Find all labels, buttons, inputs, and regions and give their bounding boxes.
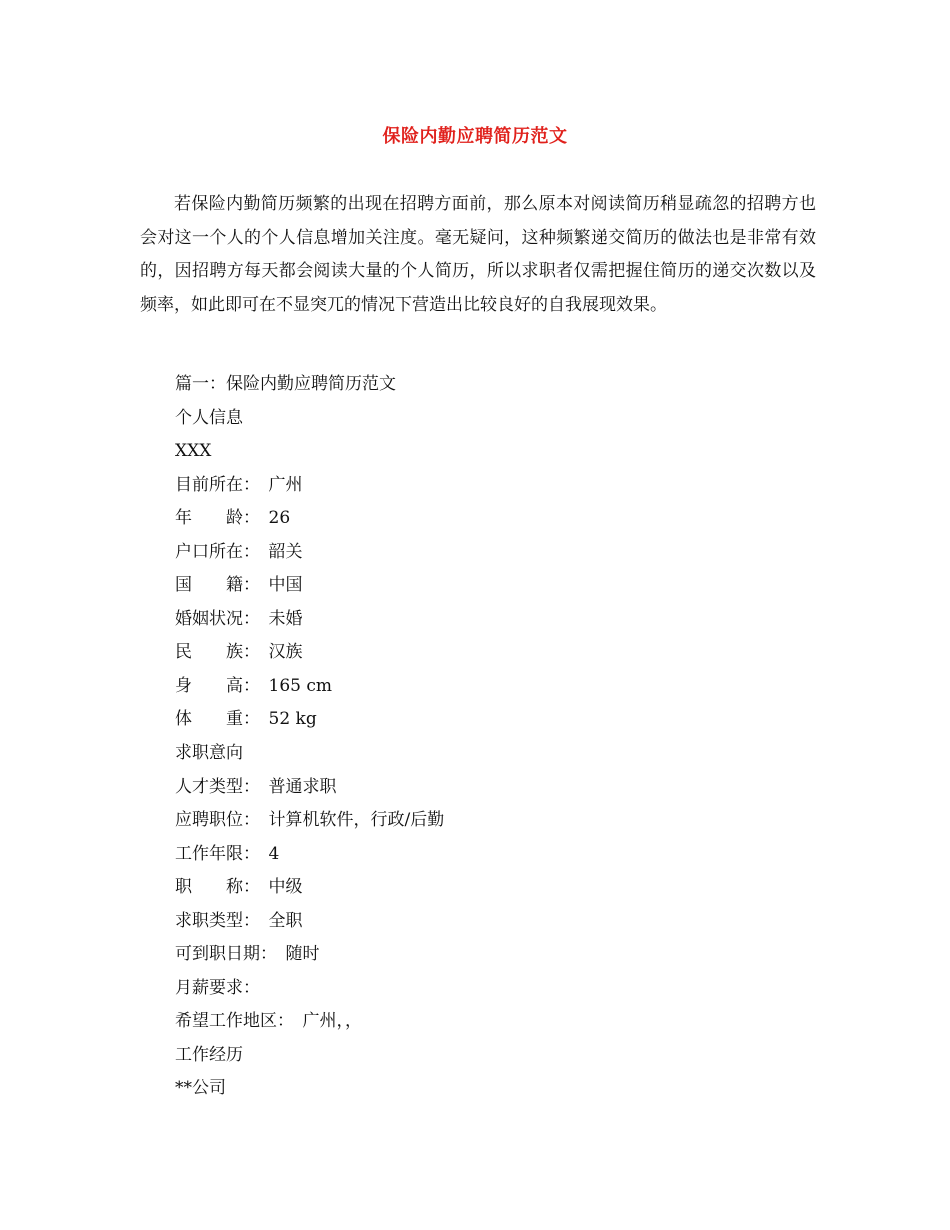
info-line-position: 应聘职位： 计算机软件，行政/后勤 xyxy=(175,810,445,831)
section-heading: 篇一：保险内勤应聘简历范文 xyxy=(175,374,396,394)
info-line-ethnicity: 民 族： 汉族 xyxy=(175,642,303,663)
info-line-marital-status: 婚姻状况： 未婚 xyxy=(175,608,303,629)
info-line-start-date: 可到职日期： 随时 xyxy=(175,944,320,965)
section-label-job-intention: 求职意向 xyxy=(175,743,243,764)
info-line-job-type: 求职类型： 全职 xyxy=(175,910,303,931)
info-line-age: 年 龄： 26 xyxy=(175,508,291,529)
name-line: XXX xyxy=(175,441,212,462)
info-line-talent-type: 人才类型： 普通求职 xyxy=(175,776,337,797)
info-line-location: 目前所在： 广州 xyxy=(175,474,303,495)
info-line-weight: 体 重： 52 kg xyxy=(175,709,317,730)
info-line-title: 职 称： 中级 xyxy=(175,877,303,898)
info-line-height: 身 高： 165 cm xyxy=(175,675,332,696)
info-line-salary: 月薪要求： xyxy=(175,977,260,998)
document-title: 保险内勤应聘简历范文 xyxy=(382,126,568,147)
info-line-nationality: 国 籍： 中国 xyxy=(175,575,303,596)
section-label-personal-info: 个人信息 xyxy=(175,407,243,428)
resume-lines xyxy=(175,368,835,1106)
info-line-years: 工作年限： 4 xyxy=(175,843,280,864)
section-label-work-experience: 工作经历 xyxy=(175,1044,243,1065)
intro-paragraph: 若保险内勤简历频繁的出现在招聘方面前，那么原本对阅读简历稍显疏忽的招聘方也会对这一个人的个人信息增加关注度。毫无疑问，这种频繁递交简历的做法也是非常有效的，因招聘方每天都会阅读大量的个人简历，所以求职者仅需把握住简历的递交次数以及频率，如此即可在不显突兀的情况下营造出比较良好的自我展现效果。 xyxy=(140,194,816,315)
info-line-hukou: 户口所在： 韶关 xyxy=(175,541,303,562)
info-line-work-area: 希望工作地区： 广州，， xyxy=(175,1011,362,1032)
company-line: **公司 xyxy=(175,1078,226,1099)
